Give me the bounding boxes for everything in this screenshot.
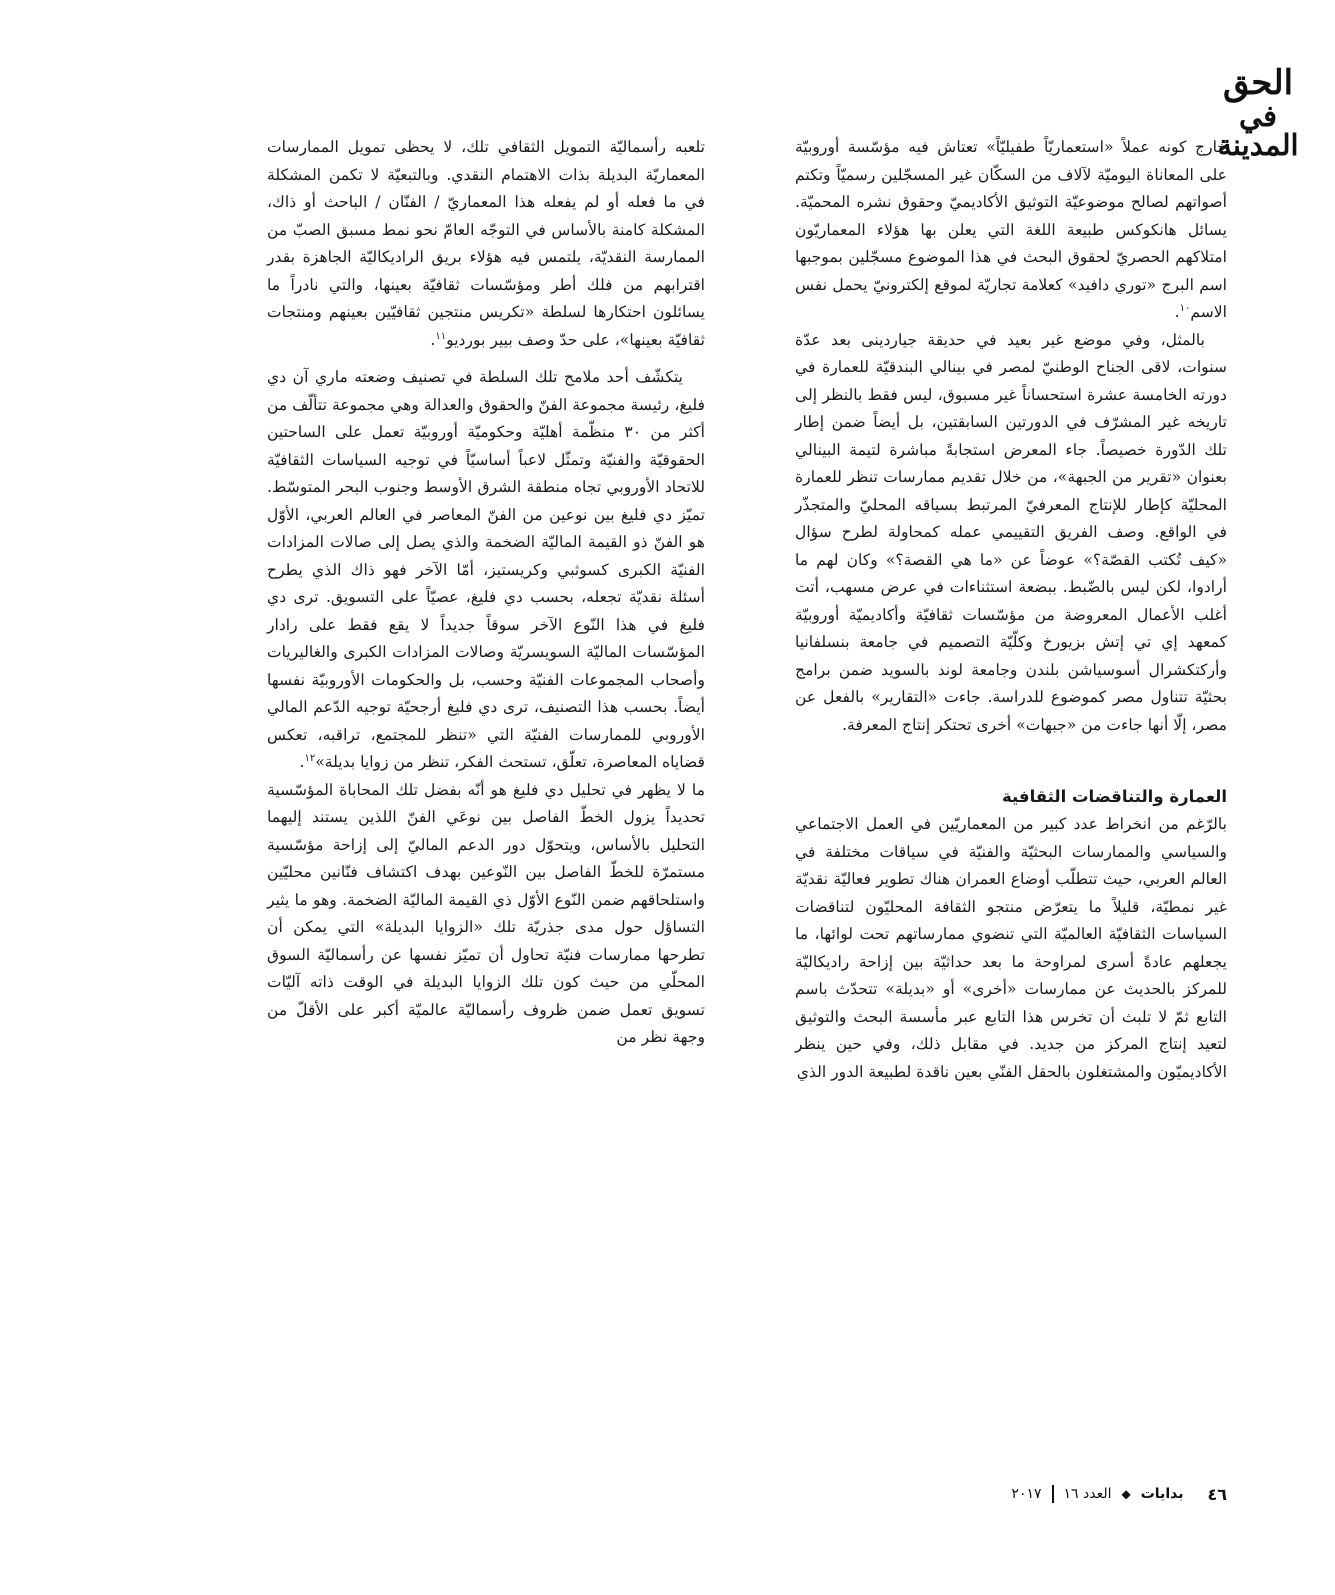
issue-number: العدد ١٦ <box>1063 1486 1112 1502</box>
logo-line-2: في المدينة <box>1217 99 1299 162</box>
paragraph: تلعبه رأسماليّة التمويل الثقافي تلك، لا يحظى تمويل الممارسات المعماريّة البديلة بذات الاهتمام النقدي. وبالتبعيّة لا تكمن المشكلة في ما فعله أو لم يفعله هذا المعماريّ / الفنّان / الباحث أو ذاك، المشكلة كامنة بالأساس في التوجّه العامّ نحو نمط مسبق الصبّ من الممارسة النقديّة، يلتمس فيه هؤلاء بريق الراديكاليّة الجاهزة بقدر اقترابهم من فلك أطر ومؤسّسات ثقافيّة بعينها، والتي نادراً ما يسائلون احتكارها لسلطة «تكريس منتجين ثقافيّين بعينهم ومنتجات ثقافيّة بعينها»، على حدّ وصف بيير بورديو$^{١١}$. <box>267 138 705 349</box>
magazine-name: بدايات <box>1140 1486 1184 1502</box>
paragraph: بالرّغم من انخراط عدد كبير من المعماريّين في العمل الاجتماعي والسياسي والممارسات البحثيّة والفنيّة في سياقات مختلفة في العالم العربي، حيث تتطلّب أوضاع العمران هناك تطوير فعاليّة نقديّة غير نمطيّة، قليلاً ما يتعرّض منتجو الثقافة المحليّون لتناقضات السياسات الثقافيّة العالميّة التي تنضوي ممارساتهم تحت لوائها، ما يجعلهم عادةً أسرى لمراوحة ما بعد حداثيّة بين إزاحة راديكاليّة للمركز بالحديث عن ممارسات «أخرى» أو «بديلة» تتحدّث باسم التابع ثمّ لا تلبث أن تخرس هذا التابع عبر مأسسة البحث والتوثيق لتعيد إنتاج المركز من جديد. في مقابل ذلك، وفي حين ينظر الأكاديميّون والمشتغلون بالحقل الفنّي بعين ناقدة لطبيعة الدور الذي <box>795 815 1228 1081</box>
footnote-marker[interactable]: ١١ <box>435 330 447 342</box>
paragraph: ما لا يظهر في تحليل دي فليغ هو أنّه بفضل تلك المحاباة المؤسّسية تحديداً يزول الخطّ الفاصل بين نوعَي الفنّ اللذين يستند إليهما التحليل بالأساس، ويتحوّل دور الدعم الماليّ إلى إزاحة مؤسّسية مستمرّة للخطّ الفاصل بين النّوعين بهدف اكتشاف فنّانين محليّين واستلحاقهم ضمن النّوع الأوّل ذي القيمة الماليّة الضخمة. وهو ما يثير التساؤل حول مدى جذريّة تلك «الزوايا البديلة» التي يمكن أن تطرحها ممارسات فنيّة تحاول أن تميّز نفسها عن رأسماليّة السوق المحلّي من حيث كون تلك الزوايا البديلة في الوقت ذاته آليّات تسويق تعمل ضمن ظروف رأسماليّة عالميّة أكبر على الأقلّ من وجهة نظر من <box>267 780 705 1046</box>
footnote-marker[interactable]: ١٠ <box>1179 302 1191 314</box>
page-footer <box>1011 1482 1227 1506</box>
left-text-column <box>267 134 705 1052</box>
page-number: ٤٦ <box>1207 1484 1227 1504</box>
diamond-icon: ◆ <box>1121 1487 1131 1501</box>
paragraph: بالمثل، وفي موضع غير بعيد في حديقة جياردينى بعد عدّة سنوات، لاقى الجناح الوطنيّ لمصر في بينالي البندقيّة للعمارة في دورته الخامسة عشرة استحساناً غير مسبوق، ليس فقط بالنظر إلى تاريخه غير المشرّف في الدورتين السابقتين، بل أيضاً ضمن إطار تلك الدّورة خصيصاً. جاء المعرض استجابةً مباشرة لتيمة البينالي بعنوان «تقرير من الجبهة»، من خلال تقديم ممارسات تنظر للعمارة المحليّة كإطار للإنتاج المعرفيّ المرتبط بسياقه المحليّ والمتجذّر في الواقع. وصف الفريق التقييمي عمله كمحاولة لطرح سؤال «كيف تُكتب القصّة؟» عوضاً عن «ما هي القصة؟» وكان لهم ما أرادوا، لكن ليس بالضّبط. ببضعة استثناءات في عرض مسهب، أتت أغلب الأعمال المعروضة من مؤسّسات ثقافيّة وأكاديميّة أوروبيّة كمعهد إي تي إتش بزيورخ وكلّيّة التصميم في جامعة بنسلفانيا وأركتكشرال أسوسياشن بلندن وجامعة لوند بالسويد ضمن برامج بحثيّة تتناول مصر كموضوع للدراسة. جاءت «التقارير» بالفعل عن مصر، إلّا أنها جاءت من «جبهات» أخرى تحتكر إنتاج المعرفة. <box>795 330 1227 734</box>
section-heading: العمارة والتناقضات الثقافية <box>1002 787 1227 806</box>
footer-divider <box>1052 1485 1054 1503</box>
right-text-column <box>795 134 1227 1086</box>
footnote-marker[interactable]: ١٢ <box>304 752 316 764</box>
logo-line-1: الحق <box>1222 63 1294 103</box>
issue-year: ٢٠١٧ <box>1011 1486 1042 1502</box>
paragraph: يتكشّف أحد ملامح تلك السلطة في تصنيف وضعته ماري آن دي فليغ، رئيسة مجموعة الفنّ والحقوق والعدالة وهي مجموعة تتألّف من أكثر من ٣٠ منظّمة أهليّة وحكوميّة أوروبيّة تعمل على الساحتين الحقوقيّة والفنيّة وتمثّل لاعباً أساسيّاً في توجيه السياسات الثقافيّة للاتحاد الأوروبي تجاه منطقة الشرق الأوسط وجنوب البحر المتوسّط. تميّز دي فليغ بين نوعين من الفنّ المعاصر في العالم العربي، الأوّل هو الفنّ ذو القيمة الماليّة الضخمة والذي يصل إلى صالات المزادات الفنيّة الكبرى كسوثبي وكريستيز، أمّا الآخر فهو ذاك الذي يطرح أسئلة نقديّة تجعله، بحسب دي فليغ، عصيّاً على التسويق. ترى دي فليغ في هذا النّوع الآخر سوقاً جديداً لا يقع فقط على رادار المؤسّسات الماليّة السويسريّة وصالات المزادات الكبرى والغاليريات وأصحاب المجموعات الفنيّة وحسب، بل والحكومات الأوروبيّة نفسها أيضاً. بحسب هذا التصنيف، ترى دي فليغ أرجحيّة توجيه الدّعم المالي الأوروبي للممارسات الفنيّة التي «تنظر للمجتمع، تراقبه، تعكس قضاياه المعاصرة، تعلّق، تستحث الفكر، تنظر من زوايا بديلة»$^{١٢}$. <box>267 368 705 771</box>
paragraph: خارج كونه عملاً «استعماريّاً طفيليّاً» تعتاش فيه مؤسّسة أوروبيّة على المعاناة اليوميّة لآلاف من السكّان غير المسجّلين رسميّاً وتكتم أصواتهم لصالح موضوعيّة التوثيق الأكاديميّ وحقوق نشره المحميّة. يسائل هانكوكس طبيعة اللغة التي يعلن بها هؤلاء المعماريّون امتلاكهم الحصريّ لحقوق البحث في هذا الموضوع مسجّلين بموجبها اسم البرج «توري دافيد» كعلامة تجاريّة لموقع إلكترونيّ يحمل نفس الاسم$^{١٠}$. <box>795 138 1227 321</box>
